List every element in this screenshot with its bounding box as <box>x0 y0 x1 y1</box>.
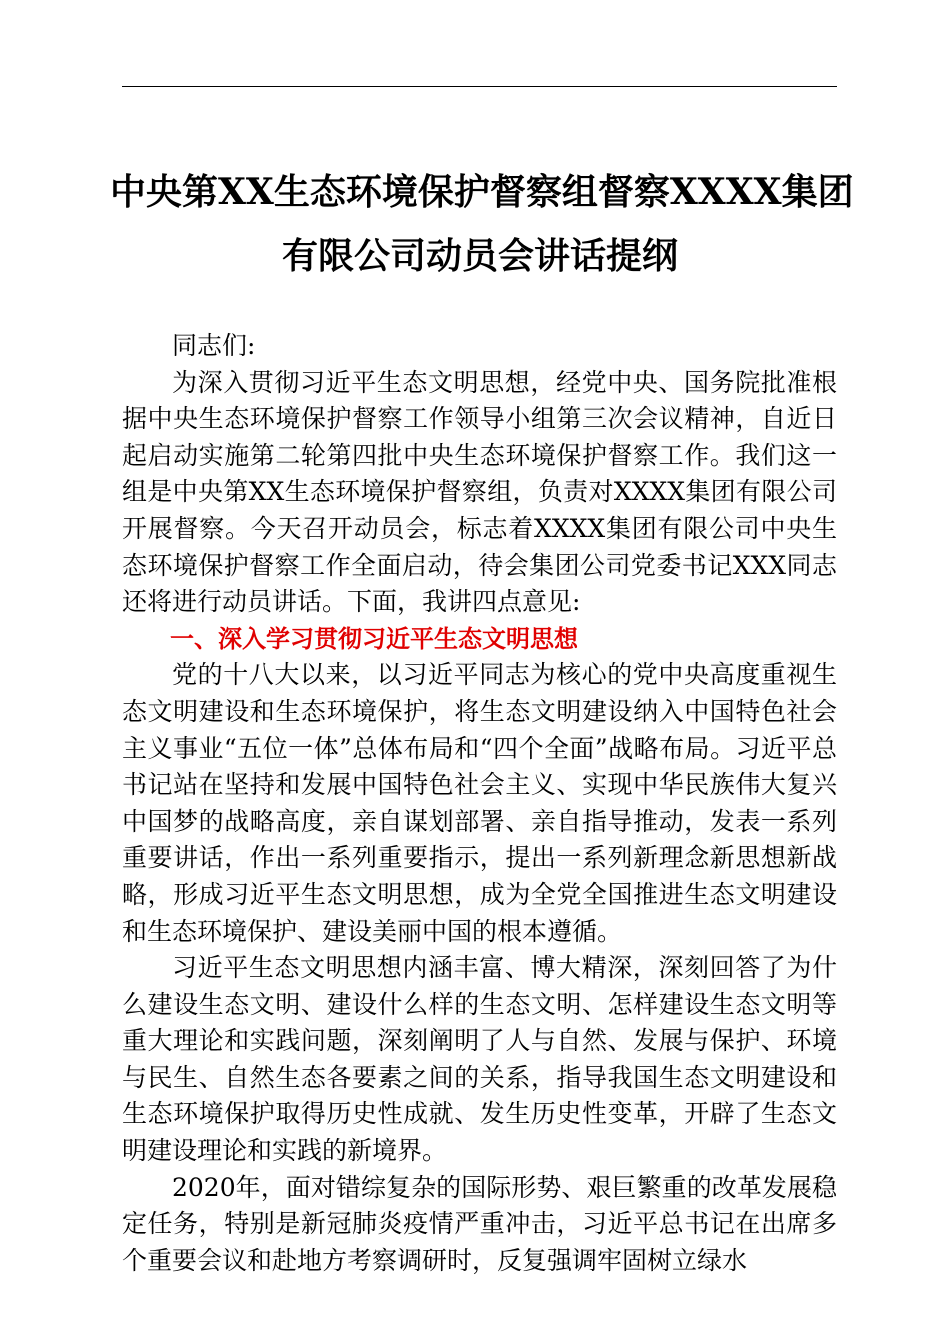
title-line-2: 有限公司动员会讲话提纲 <box>281 235 678 277</box>
section-heading-1: 一、深入学习贯彻习近平生态文明思想 <box>170 624 578 653</box>
document-body <box>122 328 837 1279</box>
paragraph-2: 党的十八大以来，以习近平同志为核心的党中央高度重视生态文明建设和生态环境保护，将生态文明建设纳入中国特色社会主义事业“五位一体”总体布局和“四个全面”战略布局。习近平总书记站在坚持和发展中国特色社会主义、实现中华民族伟大复兴中国梦的战略高度，亲自谋划部署、亲自指导推动，发表一系列重要讲话，作出一系列重要指示，提出一系列新理念新思想新战略，形成习近平生态文明思想，成为全党全国推进生态文明建设和生态环境保护、建设美丽中国的根本遵循。 <box>122 660 837 946</box>
title-line-1: 中央第XX生态环境保护督察组督察XXXX集团 <box>110 171 854 213</box>
paragraph-4: 2020年，面对错综复杂的国际形势、艰巨繁重的改革发展稳定任务，特别是新冠肺炎疫情严重冲击，习近平总书记在出席多个重要会议和赴地方考察调研时，反复强调牢固树立绿水 <box>122 1172 837 1275</box>
header-rule <box>122 86 837 87</box>
salutation: 同志们: <box>172 331 256 360</box>
document-title <box>110 160 854 288</box>
paragraph-intro: 为深入贯彻习近平生态文明思想，经党中央、国务院批准根据中央生态环境保护督察工作领导小组第三次会议精神，自近日起启动实施第二轮第四批中央生态环境保护督察工作。我们这一组是中央第XX生态环境保护督察组，负责对XXXX集团有限公司开展督察。今天召开动员会，标志着XXXX集团有限公司中央生态环境保护督察工作全面启动，待会集团公司党委书记XXX同志还将进行动员讲话。下面，我讲四点意见: <box>122 367 837 617</box>
paragraph-3: 习近平生态文明思想内涵丰富、博大精深，深刻回答了为什么建设生态文明、建设什么样的生态文明、怎样建设生态文明等重大理论和实践问题，深刻阐明了人与自然、发展与保护、环境与民生、自然生态各要素之间的关系，指导我国生态文明建设和生态环境保护取得历史性成就、发生历史性变革，开辟了生态文明建设理论和实践的新境界。 <box>122 953 837 1166</box>
